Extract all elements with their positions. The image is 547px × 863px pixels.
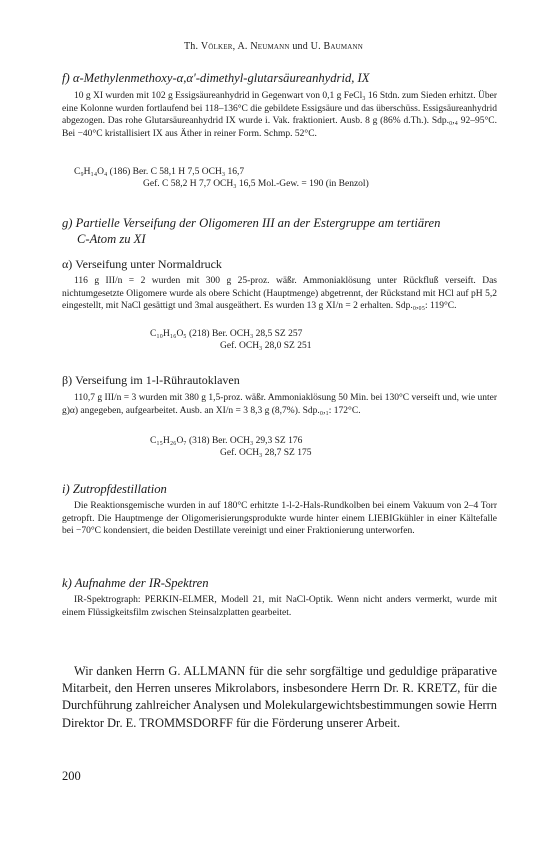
author-separator: ,	[232, 41, 238, 52]
section-i-text	[62, 500, 497, 538]
analysis-line-1: C₁₅H₂₆O₇ (318) Ber. OCH₃ 29,3 SZ 176	[150, 436, 303, 446]
section-f-text	[62, 90, 497, 140]
section-g	[62, 215, 497, 247]
section-f-heading: f) α-Methylenmethoxy-α,α'-dimethyl-glutarsäureanhydrid, IX	[62, 71, 370, 85]
section-f-body: 10 g XI wurden mit 102 g Essigsäureanhydrid in Gegenwart von 0,1 g FeCl₃ 16 Stdn. zum Sieden erhitzt. Über eine Kolonne wurden fortlaufend bei 118–136°C die gebildete Essigsäure und das überschüss. Essigsäureanhydrid abgezogen. Das rohe Glutarsäureanhydrid IX wurde i. Vak. fraktioniert. Ausb. 8 g (86% d.Th.). Sdp.₀,₄ 92–95°C. Bei −40°C kristallisiert IX aus Äther in reiner Form. Schmp. 52°C.	[62, 91, 497, 139]
analysis-line-1: C₁₀H₁₆O₅ (218) Ber. OCH₃ 28,5 SZ 257	[150, 329, 303, 339]
alpha-heading: α) Verseifung unter Normaldruck	[62, 257, 222, 271]
author3-initials: U.	[310, 41, 321, 52]
section-k	[62, 575, 497, 591]
running-head	[0, 41, 547, 52]
section-g-beta	[62, 373, 497, 388]
section-k-heading: k) Aufnahme der IR-Spektren	[62, 576, 209, 590]
analysis-line-1: C₉H₁₄O₄ (186) Ber. C 58,1 H 7,5 OCH₃ 16,7	[74, 167, 245, 177]
author1-initials: Th.	[183, 41, 199, 52]
section-i-body: Die Reaktionsgemische wurden in auf 180°C erhitzte 1-l-2-Hals-Rundkolben bei einem Vakuum von 2–4 Torr getropft. Die Hauptmenge der Oligomerisierungsprodukte wurde hinter einem LIEBIGkühler in einer Kältefalle bei −70°C kondensiert, die beiden Destillate vereinigt und einer Fraktionierung unterworfen.	[62, 501, 497, 537]
alpha-analysis	[62, 328, 497, 353]
author2-initials: A.	[237, 41, 248, 52]
section-f	[62, 70, 497, 86]
section-f-analysis	[62, 166, 497, 191]
analysis-line-2: Gef. OCH₃ 28,7 SZ 175	[220, 448, 312, 459]
section-i-heading: i) Zutropfdestillation	[62, 482, 167, 496]
section-g-alpha-text	[62, 275, 497, 313]
author-separator: und	[289, 41, 311, 52]
acknowledgment: Wir danken Herrn G. ALLMANN für die sehr sorgfältige und geduldige präparative Mitarbeit, den Herren unseres Mikrolabors, insbesondere Herrn Dr. R. KRETZ, für die Durchführung zahlreicher Analysen und Molekulargewichtsbestimmungen sowie Herrn Direktor Dr. E. TROMMSDORFF für die Förderung unserer Arbeit.	[62, 664, 497, 730]
section-i	[62, 481, 497, 497]
author2-surname: Neumann	[250, 41, 290, 52]
section-k-body: IR-Spektrograph: PERKIN-ELMER, Modell 21, mit NaCl-Optik. Wenn nicht anders vermerkt, wurde mit einem Flüssigkeitsfilm zwischen Steinsalzplatten gearbeitet.	[62, 595, 497, 618]
section-g-beta-text	[62, 392, 497, 417]
page-number: 200	[62, 769, 81, 783]
author3-surname: Baumann	[323, 41, 364, 52]
beta-body: 110,7 g III/n = 3 wurden mit 380 g 1,5-proz. wäßr. Ammoniaklösung 50 Min. bei 130°C verseift und, wie unter g)α) angegeben, aufgearbeitet. Ausb. an XI/n = 3 8,3 g (8,7%). Sdp.₀,₁: 172°C.	[62, 393, 497, 416]
beta-analysis	[62, 435, 497, 460]
author1-surname: Völker	[200, 41, 233, 52]
analysis-line-2: Gef. C 58,2 H 7,7 OCH₃ 16,5 Mol.-Gew. = 190 (in Benzol)	[143, 179, 369, 190]
section-g-alpha	[62, 257, 497, 272]
section-g-heading-line2: C-Atom zu XI	[77, 232, 146, 246]
analysis-line-2: Gef. OCH₃ 28,0 SZ 251	[220, 341, 312, 352]
alpha-body: 116 g III/n = 2 wurden mit 300 g 25-proz. wäßr. Ammoniaklösung unter Rückfluß verseift. Das nichtumgesetzte Oligomere wurde als obere Schicht (Hauptmenge) abgetrennt, der Rückstand mit HCl auf pH 5,2 eingestellt, mit NaCl gesättigt und 3mal ausgeäthert. Es wurden 13 g XI/n = 2 erhalten. Sdp.₀,₀₅: 119°C.	[62, 276, 497, 312]
section-k-text	[62, 594, 497, 619]
section-g-heading-line1: g) Partielle Verseifung der Oligomeren III an der Estergruppe am tertiären	[62, 216, 441, 230]
beta-heading: β) Verseifung im 1-l-Rührautoklaven	[62, 373, 240, 387]
